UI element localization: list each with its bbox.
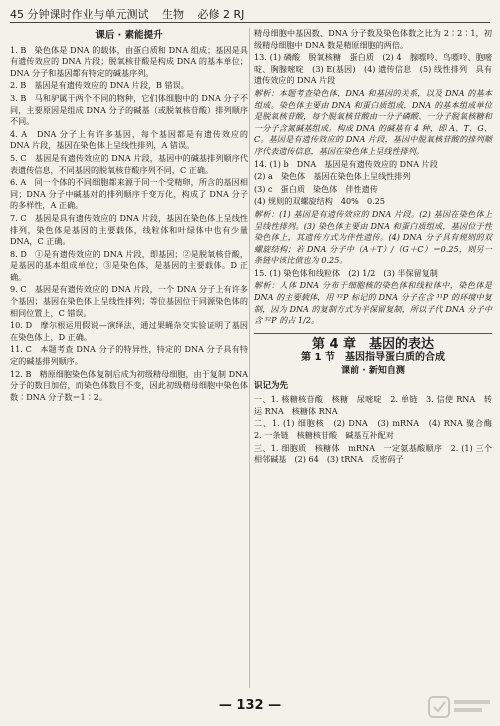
analysis-15: 解析：人体 DNA 分布于细胞核的染色体和线粒体中，染色体是 DNA 的主要载体，用 ³²P 标记的 DNA 分子在含 ³¹P 的环境中复制，因为 DNA 的复制方式为半保留复制，所以子代 DNA 分子中含 ³²P 的占 1/2。 [254,280,492,326]
knowledge-points-title: 识记为先 [254,380,289,391]
answer-11: 11. C 本题考查 DNA 分子的特异性，特定的 DNA 分子具有特定的碱基排列顺序。 [10,344,248,367]
subsection-title: 课前 · 新知自测 [341,366,405,377]
subject-label: 生物 [162,8,184,21]
answer-7: 7. C 基因是具有遗传效应的 DNA 片段，基因在染色体上呈线性排列，染色体是基因的主要载体，线粒体和叶绿体中也有少量 DNA，C 正确。 [10,212,248,247]
page-header [10,6,490,23]
answer-5: 5. C 基因是有遗传效应的 DNA 片段，基因中的碱基排列顺序代表遗传信息，不同基因的脱氧核苷酸序列不同，C 正确。 [10,152,248,175]
answer-3: 3. B 马和驴属于两个不同的物种，它们体细胞中的 DNA 分子不同，主要原因是组成 DNA 分子的碱基（或脱氧核苷酸）排列顺序不同。 [10,92,248,127]
section-title: 第 1 节 基因指导蛋白质的合成 [301,352,445,364]
knowledge-point-3: 三、1. 细胞质 核糖体 mRNA 一定氨基酸顺序 2. (1) 三个相邻碱基 (2) 64 (3) tRNA 反密码子 [254,442,492,465]
answer-6: 6. A 同一个体的不同细胞都来源于同一个受精卵，所含的基因相同；DNA 分子中碱基对的排列顺序千变万化，构成了 DNA 分子的多样性，A 正确。 [10,177,248,211]
answer-4: 4. A DNA 分子上有许多基因，每个基因都是有遗传效应的 DNA 片段，基因在染色体上呈线性排列，A 错误。 [10,128,248,151]
answer-1: 1. B 染色体是 DNA 的载体，由蛋白质和 DNA 组成；基因是具有遗传效应的 DNA 片段；脱氧核苷酸是构成 DNA 的基本单位；DNA 分子和基因都有特定的碱基序列。 [10,44,248,78]
book-title: 45 分钟课时作业与单元测试 [10,8,149,21]
answer-12-cont: 精母细胞中基因数、DNA 分子数及染色体数之比为 2∶2∶1，初级精母细胞中 DNA 数是精原细胞的两倍。 [254,28,492,50]
left-column [10,28,248,688]
answer-9: 9. C 基因是有遗传效应的 DNA 片段，一个 DNA 分子上有许多个基因；基因在染色体上呈线性排列；等位基因位于同源染色体的相同位置上，C 错误。 [10,284,248,318]
analysis-14: 解析：(1) 基因是有遗传效应的 DNA 片段。(2) 基因在染色体上呈线性排列。(3) 染色体主要由 DNA 和蛋白质组成，基因位于性染色体上，其遗传方式为伴性遗传。(4) DNA 分子具有规则的双螺旋结构；若 DNA 分子中（A＋T）/（G＋C）＝0.25，则另一条链中该比值也为 0.25。 [254,208,492,266]
answer-12: 12. B 精原细胞染色体复制后成为初级精母细胞，由于复制 DNA 分子的数目加倍，而染色体数目不变，因此初级精母细胞中染色体数∶DNA 分子数＝1∶2。 [10,368,248,402]
answer-14-1: 14. (1) b DNA 基因是有遗传效应的 DNA 片段 [254,158,438,169]
answer-14-3: (3) c 蛋白质 染色体 伴性遗传 [254,183,378,194]
analysis-13: 解析：本题考查染色体、DNA 和基因的关系，以及 DNA 的基本组成。染色体主要由 DNA 和蛋白质组成，DNA 的基本组成单位是脱氧核苷酸，每个脱氧核苷酸由一分子磷酸、一分子脱氧核糖和一分子含氮碱基组成。构成 DNA 的碱基有 4 种，即 A、T、G、C。基因是有遗传效应的 DNA 片段，基因中脱氧核苷酸的排列顺序代表遗传信息，基因在染色体上呈线性排列。 [254,87,492,156]
answer-site-watermark-icon [428,694,492,720]
knowledge-point-1: 一、1. 核糖核苷酸 核糖 尿嘧啶 2. 单链 3. 信使 RNA 转运 RNA 核糖体 RNA [254,394,492,416]
volume-label: 必修 2 RJ [197,8,245,21]
page-number: — 132 — [218,698,282,713]
answer-15: 15. (1) 染色体和线粒体 (2) 1/2 (3) 半保留复制 [254,267,438,278]
knowledge-point-2: 二、1. (1) 细胞核 (2) DNA (3) mRNA (4) RNA 聚合酶 2. 一条链 核糖核苷酸 碱基互补配对 [254,418,500,440]
section-title-after-class: 课后 · 素能提升 [95,30,163,41]
right-column [254,28,500,688]
answer-14-4: (4) 规则的双螺旋结构 40% 0.25 [254,196,385,207]
answer-14-2: (2) a 染色体 基因在染色体上呈线性排列 [254,171,411,182]
column-divider [249,28,250,688]
answer-2: 2. B 基因是有遗传效应的 DNA 片段，B 错误。 [10,80,189,91]
answer-13: 13. (1) 磷酸 脱氧核糖 蛋白质 (2) 4 腺嘌呤、鸟嘌呤、胞嘧啶、胸腺嘧啶 (3) E(基因) (4) 遗传信息 (5) 线性排列 具有遗传效应的 DNA 片段 [254,52,492,86]
chapter-title: 第 4 章 基因的表达 [254,333,492,351]
answer-8: 8. D ①是有遗传效应的 DNA 片段，即基因；②是脱氧核苷酸，是基因的基本组成单位；③是染色体，是基因的主要载体。D 正确。 [10,248,248,282]
answer-10: 10. D 摩尔根运用假说—演绎法，通过果蝇杂交实验证明了基因在染色体上，D 正确。 [10,320,248,342]
